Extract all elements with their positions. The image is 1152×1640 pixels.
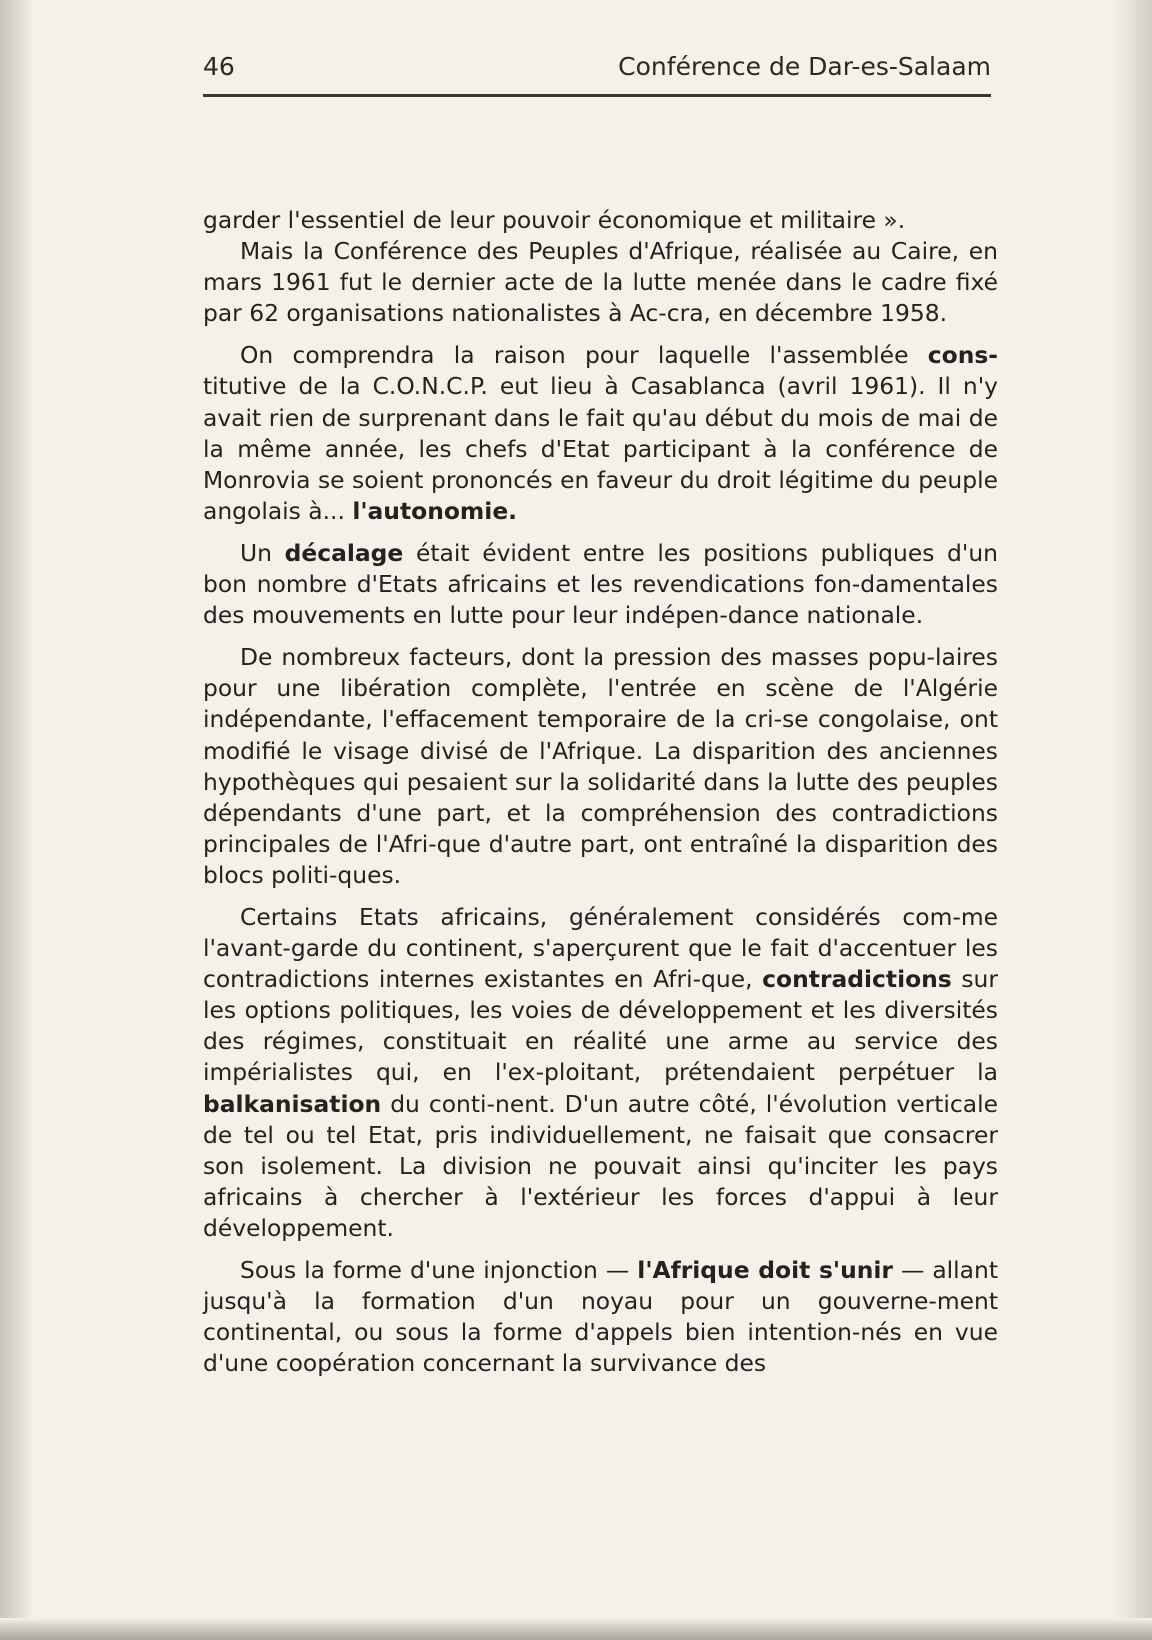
text-run: De nombreux facteurs, dont la pression des masses popu-laires pour une libération complète, l'entrée en scène de l'Algérie indépendante, l'effacement temporaire de la cri-se congolaise, ont modifié le visage divisé de l'Afrique. La disparition des anciennes hypothèques qui pesaient sur la solidarité dans la lutte des peuples dépendants d'une part, et la compréhension des contradictions principales de l'Afri-que d'autre part, ont entraîné la disparition des blocs politi-ques. bbox=[203, 643, 998, 889]
text-run: Certains Etats africains, généralement considérés com-me l'avant-garde du continent, s'aperçurent que le fait d'accentuer les contradictions internes existantes en Afri-que, bbox=[203, 902, 998, 994]
text-run: garder l'essentiel de leur pouvoir économique et militaire ». bbox=[203, 206, 906, 234]
text-run: du conti-nent. D'un autre côté, l'évolution verticale de tel ou tel Etat, pris individuellement, ne faisait que consacrer son isolement. La division ne pouvait ainsi qu'inciter les pays africains à chercher à l'extérieur les forces d'appui à leur développement. bbox=[203, 1089, 998, 1242]
text-run: On comprendra la raison pour laquelle l'assemblée bbox=[240, 341, 928, 370]
text-run: sur les options politiques, les voies de développement et les diversités des régimes, constituait en réalité une arme au service des impérialistes qui, en l'ex-ploitant, prétendaient perpétuer la bbox=[203, 965, 998, 1087]
paragraph bbox=[203, 340, 998, 527]
running-title: Conférence de Dar-es-Salaam bbox=[618, 52, 991, 81]
text-run: — allant jusqu'à la formation d'un noyau pour un gouverne-ment continental, ou sous la forme d'appels bien intention-nés en vue d'une coopération concernant la survivance des bbox=[203, 1256, 999, 1378]
running-head bbox=[203, 52, 991, 88]
text-run: titutive de la C.O.N.C.P. eut lieu à Casablanca (avril 1961). Il n'y avait rien de surprenant dans le fait qu'au début du mois de mai de la même année, les chefs d'Etat participant à la conférence de Monrovia se soient prononcés en faveur du droit légitime du peuple angolais à... bbox=[203, 372, 998, 525]
text-run: Sous la forme d'une injonction — bbox=[240, 1256, 638, 1284]
bold-text: l'autonomie. bbox=[352, 496, 518, 525]
bold-text: contradictions bbox=[762, 965, 952, 994]
page-shadow-left bbox=[0, 0, 34, 1640]
paragraph bbox=[203, 642, 998, 891]
page-shadow-bottom bbox=[0, 1618, 1152, 1640]
bold-text: décalage bbox=[284, 538, 404, 567]
text-run: Mais la Conférence des Peuples d'Afrique, réalisée au Caire, en mars 1961 fut le dernier acte de la lutte menée dans le cadre fixé par 62 organisations nationalistes à Ac-cra, en décembre 1958. bbox=[203, 237, 998, 328]
paragraph bbox=[203, 538, 998, 631]
paragraph bbox=[203, 1255, 998, 1379]
page-number: 46 bbox=[203, 52, 235, 81]
bold-text: cons- bbox=[927, 341, 998, 370]
bold-text: l'Afrique doit s'unir bbox=[637, 1256, 893, 1284]
bold-text: balkanisation bbox=[203, 1089, 382, 1118]
paragraph bbox=[203, 902, 998, 1244]
page-shadow-right bbox=[1112, 0, 1152, 1640]
text-run: Un bbox=[240, 538, 285, 567]
body-text bbox=[203, 205, 998, 1390]
paragraph bbox=[203, 236, 998, 329]
text-run: était évident entre les positions publiques d'un bon nombre d'Etats africains et les revendications fon-damentales des mouvements en lutte pour leur indépen-dance nationale. bbox=[203, 538, 998, 630]
header-rule bbox=[203, 94, 991, 97]
paragraph bbox=[203, 205, 998, 236]
